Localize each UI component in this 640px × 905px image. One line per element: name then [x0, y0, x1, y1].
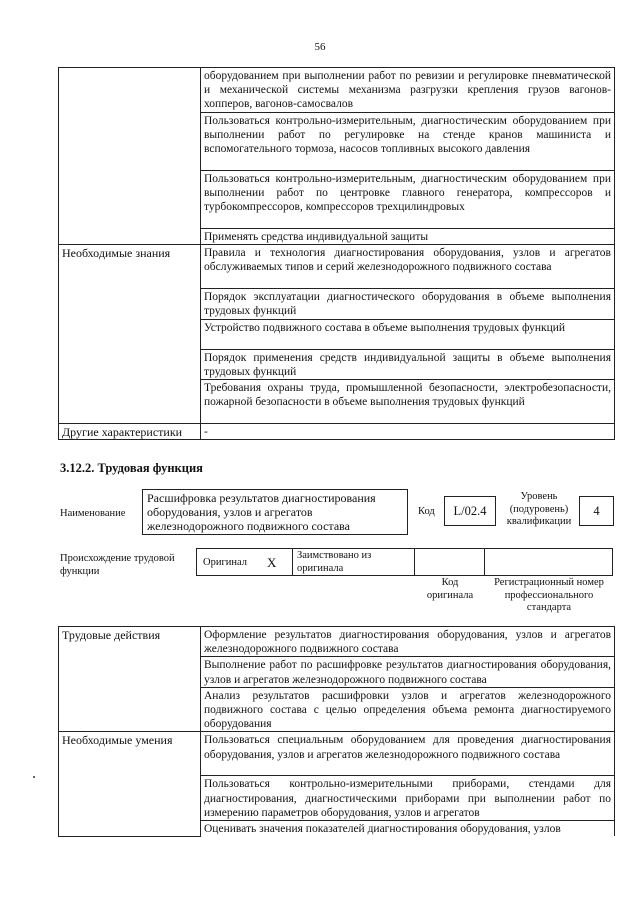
- table-row: [59, 732, 615, 776]
- table-cell: -: [201, 424, 615, 440]
- reg-caption: Регистрационный номер профессионального стандарта: [494, 577, 604, 613]
- code-value: L/02.4: [444, 496, 496, 526]
- origin-label: Происхождение трудовой функции: [60, 553, 175, 577]
- row-label: Необходимые знания: [59, 245, 201, 424]
- actions-skills-table: [58, 626, 615, 837]
- table-cell: Пользоваться контрольно-измерительными приборами, стендами для диагностирования, диагностическими приборами при выполнении работ по измерению параметров оборудования, узлов и агрегатов: [201, 776, 615, 821]
- borrowed-label: Заимствовано из оригинала: [297, 550, 372, 574]
- table-cell: Порядок эксплуатации диагностического оборудования в объеме выполнения трудовых функций: [201, 289, 615, 319]
- origin-divider: [612, 548, 613, 576]
- origin-divider: [484, 548, 485, 576]
- table-cell: Пользоваться контрольно-измерительным, диагностическим оборудованием при выполнении работ по центровке главного генератора, компрессоров и турбокомпрессоров, компрессоров трехцилиндровых: [201, 171, 615, 229]
- code-label: Код: [418, 506, 435, 517]
- table-row: [59, 245, 615, 289]
- level-label: Уровень (подуровень) квалификации: [506, 491, 572, 527]
- section-title: 3.12.2. Трудовая функция: [60, 461, 203, 475]
- skills-knowledge-table: [58, 67, 615, 440]
- table-row: [59, 627, 615, 657]
- name-label: Наименование: [60, 508, 126, 519]
- origin-top-line: [196, 548, 612, 549]
- original-label: Оригинал: [203, 557, 247, 568]
- row-label: Другие характеристики: [59, 424, 201, 440]
- table-cell: Оценивать значения показателей диагностирования оборудования, узлов: [201, 821, 615, 837]
- origin-bottom-line: [196, 575, 612, 576]
- table-cell: Применять средства индивидуальной защиты: [201, 229, 615, 245]
- table-row: [59, 424, 615, 440]
- original-mark: X: [267, 555, 277, 570]
- origin-divider: [292, 548, 293, 576]
- table-cell: Порядок применения средств индивидуальной защиты в объеме выполнения трудовых функций: [201, 349, 615, 379]
- table-cell: оборудованием при выполнении работ по ревизии и регулировке пневматической и механической системы механизма разгрузки крепления грузов вагонов-хопперов, вагонов-самосвалов: [201, 68, 615, 113]
- table-cell: Пользоваться контрольно-измерительным, диагностическим оборудованием при выполнении работ по регулировке на стенде кранов машиниста и вспомогательного тормоза, насосов топливных высокого давления: [201, 113, 615, 171]
- table-cell: Требования охраны труда, промышленной безопасности, электробезопасности, пожарной безопасности в объеме выполнения трудовых функций: [201, 380, 615, 424]
- origin-divider: [196, 548, 197, 576]
- table-row: [59, 68, 615, 113]
- table-cell: Устройство подвижного состава в объеме выполнения трудовых функций: [201, 319, 615, 349]
- table-cell: Анализ результатов расшифровки узлов и агрегатов железнодорожного подвижного состава с целью определения объема ремонта диагностируемого оборудования: [201, 687, 615, 732]
- row-label: Трудовые действия: [59, 627, 201, 732]
- function-name: Расшифровка результатов диагностирования оборудования, узлов и агрегатов железнодорожного подвижного состава: [147, 491, 376, 533]
- table-cell: Выполнение работ по расшифровке результатов диагностирования оборудования, узлов и агрегатов железнодорожного подвижного состава: [201, 657, 615, 687]
- row-label: Необходимые умения: [59, 732, 201, 836]
- table-cell: Правила и технология диагностирования оборудования, узлов и агрегатов обслуживаемых типов и серий железнодорожного подвижного состава: [201, 245, 615, 289]
- row-label: [59, 68, 201, 245]
- scan-artifact: [33, 776, 35, 778]
- level-value: 4: [579, 496, 614, 526]
- page-number: 56: [314, 41, 326, 53]
- code-caption: Код оригинала: [426, 577, 474, 601]
- origin-divider: [414, 548, 415, 576]
- name-box: [142, 489, 408, 535]
- table-cell: Оформление результатов диагностирования оборудования, узлов и агрегатов железнодорожного подвижного состава: [201, 627, 615, 657]
- table-cell: Пользоваться специальным оборудованием для проведения диагностирования оборудования, узлов и агрегатов железнодорожного подвижного состава: [201, 732, 615, 776]
